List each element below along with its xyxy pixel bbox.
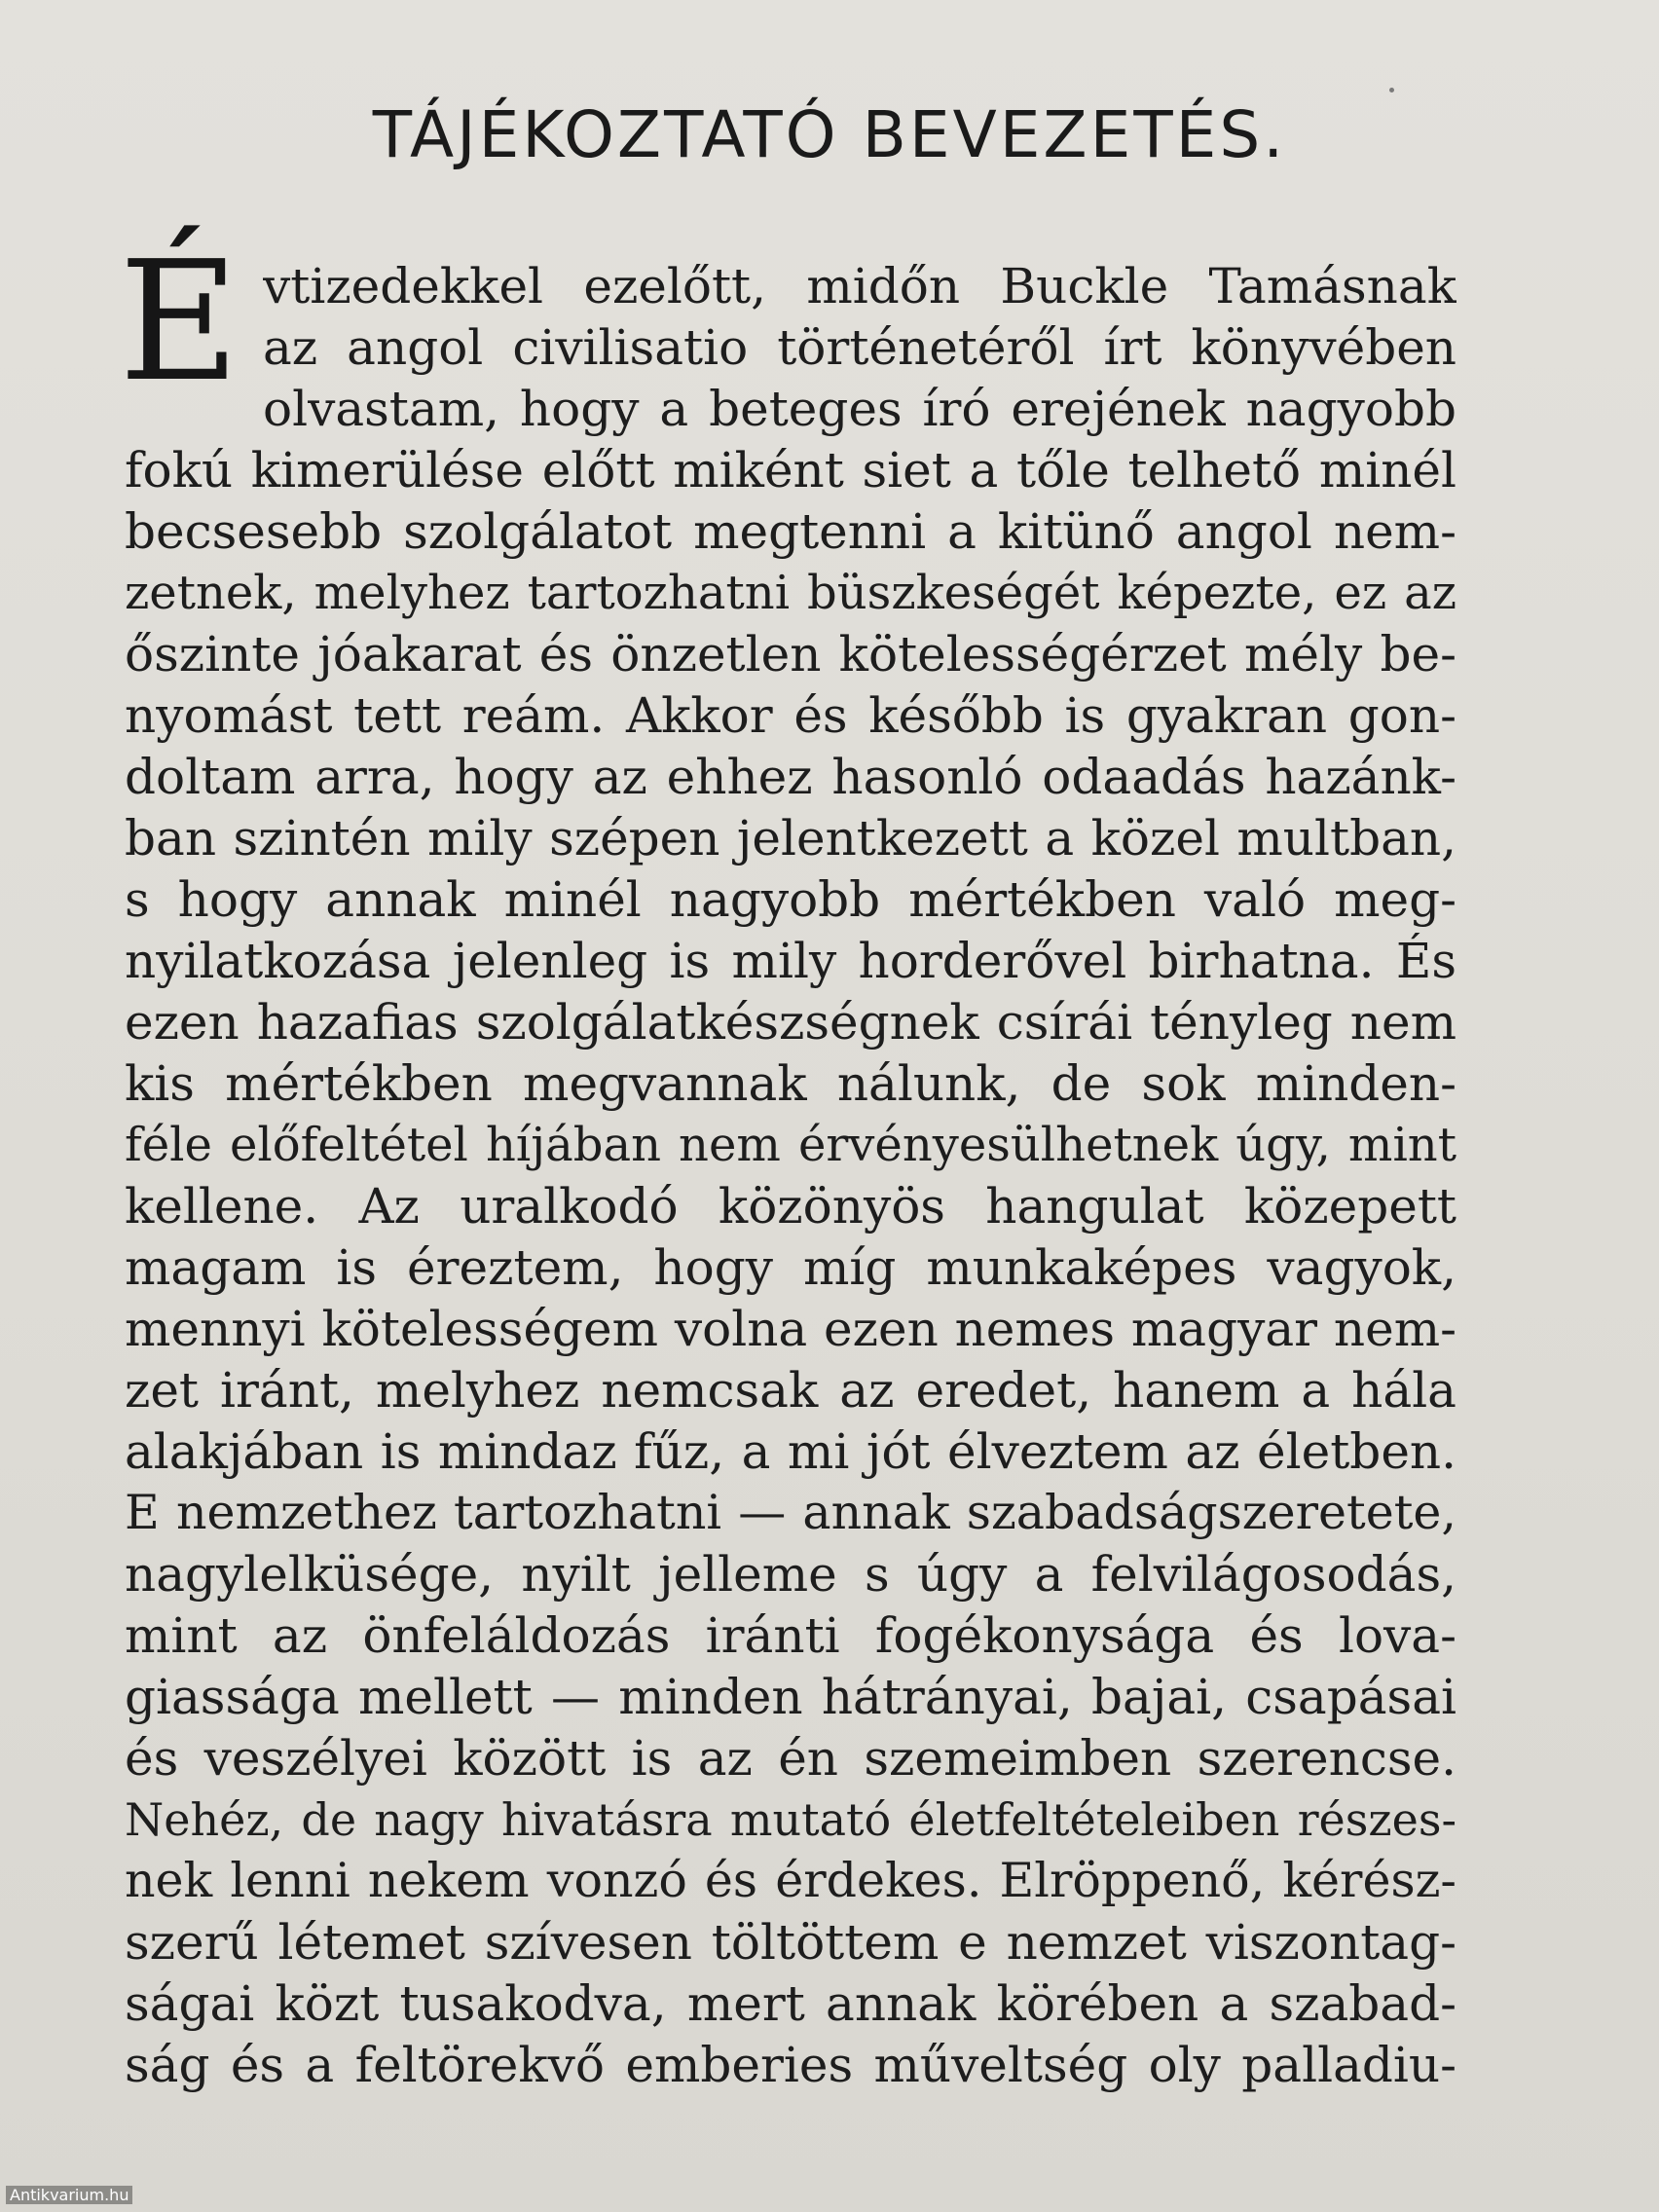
text-line: alakjában is mindaz fűz, a mi jót élveztem az életben.	[125, 1423, 1456, 1480]
text-line: féle előfeltétel híjában nem érvényesülhetnek úgy, mint	[125, 1118, 1456, 1172]
text-line: Nehéz, de nagy hivatásra mutató életfeltételeiben részes-	[125, 1793, 1456, 1846]
text-line: s hogy annak minél nagyobb mértékben való meg-	[125, 871, 1456, 928]
text-line: nyilatkozása jelenleg is mily horderővel birhatna. És	[125, 933, 1456, 989]
text-line: olvastam, hogy a beteges író erejének nagyobb	[263, 381, 1456, 437]
text-line: mint az önfeláldozás iránti fogékonysága és lova-	[125, 1607, 1456, 1664]
drop-cap: É	[119, 226, 240, 419]
text-line: ezen hazafias szolgálatkészségnek csírái tényleg nem	[125, 994, 1456, 1051]
text-line: zetnek, melyhez tartozhatni büszkeségét képezte, ez az	[125, 566, 1456, 620]
page-title: TÁJÉKOZTATÓ BEVEZETÉS.	[372, 97, 1287, 172]
site-watermark: Antikvarium.hu	[6, 2186, 132, 2204]
text-line: őszinte jóakarat és önzetlen kötelességérzet mély be-	[125, 626, 1456, 682]
text-line: zet iránt, melyhez nemcsak az eredet, hanem a hála	[125, 1362, 1456, 1419]
text-line: ban szintén mily szépen jelentkezett a közel multban,	[125, 810, 1456, 866]
text-line: giassága mellett — minden hátrányai, bajai, csapásai	[125, 1669, 1456, 1725]
text-line: magam is éreztem, hogy míg munkaképes vagyok,	[125, 1239, 1456, 1296]
text-line: nek lenni nekem vonzó és érdekes. Elröppenő, kérész-	[125, 1853, 1456, 1908]
text-line: nyomást tett reám. Akkor és később is gyakran gon-	[125, 687, 1456, 744]
text-line: doltam arra, hogy az ehhez hasonló odaadás hazánk-	[125, 749, 1456, 805]
text-line: kis mértékben megvannak nálunk, de sok minden-	[125, 1055, 1456, 1112]
text-line: és veszélyei között is az én szemeimben szerencse.	[125, 1730, 1456, 1787]
text-line: fokú kimerülése előtt miként siet a tőle telhető minél	[125, 442, 1456, 498]
text-line: mennyi kötelességem volna ezen nemes magyar nem-	[125, 1301, 1456, 1357]
text-line: nagylelküsége, nyilt jelleme s úgy a felvilágosodás,	[125, 1546, 1456, 1603]
paper-speck	[1389, 88, 1394, 92]
text-line: kellene. Az uralkodó közönyös hangulat közepett	[125, 1178, 1456, 1235]
text-line: szerű létemet szívesen töltöttem e nemzet viszontag-	[125, 1914, 1456, 1971]
text-line: becsesebb szolgálatot megtenni a kitünő angol nem-	[125, 503, 1456, 560]
text-line: ság és a feltörekvő emberies műveltség oly palladiu-	[125, 2037, 1456, 2093]
text-line: E nemzethez tartozhatni — annak szabadságszeretete,	[125, 1485, 1456, 1540]
text-line: vtizedekkel ezelőtt, midőn Buckle Tamásnak	[263, 258, 1456, 314]
text-line: ságai közt tusakodva, mert annak körében a szabad-	[125, 1975, 1456, 2032]
text-line: az angol civilisatio történetéről írt könyvében	[263, 319, 1456, 376]
